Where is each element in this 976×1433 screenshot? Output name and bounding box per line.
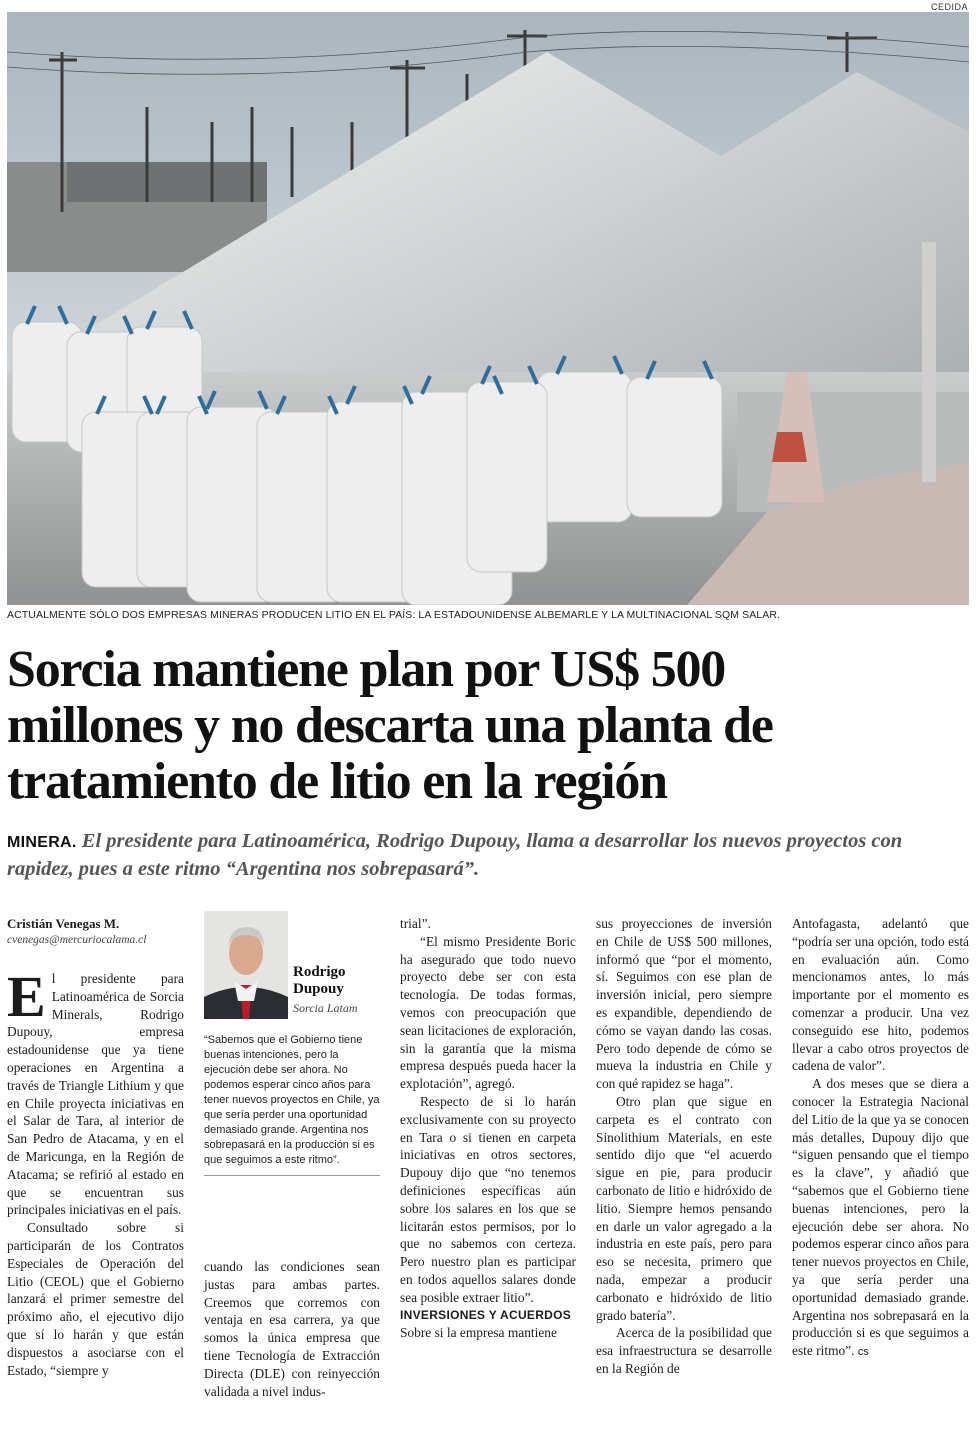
sidebar-divider	[204, 1175, 380, 1176]
headline-line-1: Sorcia mantiene plan por US$ 500	[7, 641, 726, 698]
body-paragraph-1	[7, 964, 184, 1219]
headline	[7, 642, 969, 810]
body-paragraph-7-continued: Antofagasta, adelantó que “podría ser una opción, todo está en evaluación aún. Como mencionamos antes, lo más importante por el momento es comenzar a producir. Una vez conseguido ese hito, podemos llevar a cabo otros proyectos de cadena de valor”.	[792, 916, 969, 1074]
author-name: Cristián Venegas M.	[7, 916, 120, 931]
dropcap: E	[7, 964, 46, 1029]
body-paragraph-5: Sobre si la empresa mantiene	[400, 1325, 557, 1341]
article-column-3	[400, 915, 576, 1342]
body-paragraph-4: Respecto de si lo harán exclusivamente con su proyecto en Tara o si tienen en carpeta iniciativas en otros sectores, Dupouy dijo que “no tenemos definiciones específicas aún sobre los salares en los que se licitarán estos permisos, por lo que no sabemos con certeza. Pero nuestro plan es participar en todos aquellos salares donde sea posible extraer litio”.	[400, 1093, 576, 1305]
pull-quote: “Sabemos que el Gobierno tiene buenas intenciones, pero la ejecución debe ser ahora. No podemos esperar cinco años para tener nuevos proyectos en Chile, ya que sería perder una oportunidad demasiado grande. Argentina nos sobrepasará en la producción si es que seguimos a este ritmo”.	[204, 1034, 380, 1166]
body-paragraph-6: Otro plan que sigue en carpeta es el contrato con Sinolithium Materials, en este sentido dijo que “el acuerdo sigue en pie, para producir carbonato de litio e hidróxido de litio. Siempre hemos pensando en darle un valor agregado a la industria en este país, pero para eso se necesita, primero que nada, empezar a producir carbonato e hidróxido de litio grado batería”.	[596, 1093, 772, 1323]
interviewee-role: Sorcia Latam	[293, 1001, 358, 1015]
body-paragraph-1-text: l presidente para Latinoamérica de Sorcia Minerals, Rodrigo Dupouy, empresa estadounidense que ya tiene operaciones en Argentina a través de Triangle Lithium y que en Chile proyecta iniciativas en el Salar de Tara, al interior de San Pedro de Atacama, y en el de Maricunga, en la Región de Atacama; se refirió al estado en que se encuentran sus principales iniciativas en el país.	[7, 971, 184, 1218]
interviewee-first-name: Rodrigo	[293, 964, 346, 980]
portrait-photo	[204, 911, 288, 1019]
article-column-4	[596, 915, 772, 1378]
body-paragraph-7: Acerca de la posibilidad que esa infraestructura se desarrolle en la Región de	[596, 1325, 772, 1376]
body-paragraph-2-continued: cuando las condiciones sean justas para ambas partes. Creemos que corremos con ventaja en esa carrera, ya que somos la única empresa que tiene Tecnología de Extracción Directa (DLE) con reinyección validada a nivel indus-	[204, 1259, 380, 1399]
deck-summary	[7, 828, 969, 882]
portrait-illustration	[204, 911, 288, 1019]
headline-line-3: tratamiento de litio en la región	[7, 753, 667, 810]
article-column-1	[7, 964, 184, 1379]
salt-piles-illustration	[7, 12, 969, 605]
section-subhead: INVERSIONES Y ACUERDOS	[400, 1307, 572, 1322]
interviewee-name	[293, 964, 346, 998]
body-paragraph-3: “El mismo Presidente Boric ha asegurado que todo nuevo proyecto debe ser con esta tecnología. De todas formas, vemos con preocupación que sean licitaciones de exploración, sin la garantía que la misma empresa después pueda hacer la explotación”, agregó.	[400, 933, 576, 1092]
deck-text: El presidente para Latinoamérica, Rodrigo Dupouy, llama a desarrollar los nuevos proyectos con rapidez, pues a este ritmo “Argentina nos sobrepasará”.	[7, 830, 903, 880]
lead-photo	[7, 12, 969, 605]
article-column-2	[204, 1258, 380, 1400]
section-kicker: MINERA.	[7, 834, 77, 851]
body-paragraph-2-end: trial”.	[400, 916, 431, 931]
headline-line-2: millones y no descarta una planta de	[7, 697, 773, 754]
body-paragraph-8	[792, 1075, 969, 1362]
article-column-5	[792, 915, 969, 1362]
body-paragraph-5-continued: sus proyecciones de inversión en Chile de US$ 500 millones, informó que “por el momento, sí. Seguimos con ese plan de inversión inicial, pero siempre es expandible, dependiendo de cómo se vayan dando las cosas. Pero todo depende de cómo se mueva la industria en Chile y con qué rapidez se haga”.	[596, 916, 772, 1092]
photo-caption: ACTUALMENTE SÓLO DOS EMPRESAS MINERAS PRODUCEN LITIO EN EL PAÍS: LA ESTADOUNIDENSE ALBEMARLE Y LA MULTINACIONAL SQM SALAR.	[7, 609, 781, 621]
body-paragraph-2: Consultado sobre si participarán de los Contratos Especiales de Operación del Litio (CEOL) que el Gobierno lanzará el primer semestre del próximo año, el ejecutivo dijo que sí lo harán y que están dispuestos a asociarse con el Estado, “siempre y	[7, 1220, 184, 1378]
byline	[7, 916, 187, 946]
quote-sidebar	[204, 911, 380, 1181]
photo-credit: CEDIDA	[930, 2, 968, 12]
body-paragraph-8-text: A dos meses que se diera a conocer la Estrategia Nacional del Litio de la que ya se conocen más detalles, Dupouy dijo que “siguen pensando que el tiempo es la clave”, y añadió que “sabemos que el Gobierno tiene buenas intenciones, pero la ejecución debe ser ahora. No podemos esperar cinco años para tener nuevos proyectos en Chile, ya que sería perder una oportunidad demasiado grande. Argentina nos sobrepasará en la producción si es que seguimos a este ritmo”.	[792, 1076, 969, 1359]
end-mark: cs	[857, 1346, 869, 1359]
author-email[interactable]: cvenegas@mercuriocalama.cl	[7, 934, 147, 946]
interviewee-last-name: Dupouy	[293, 981, 344, 997]
